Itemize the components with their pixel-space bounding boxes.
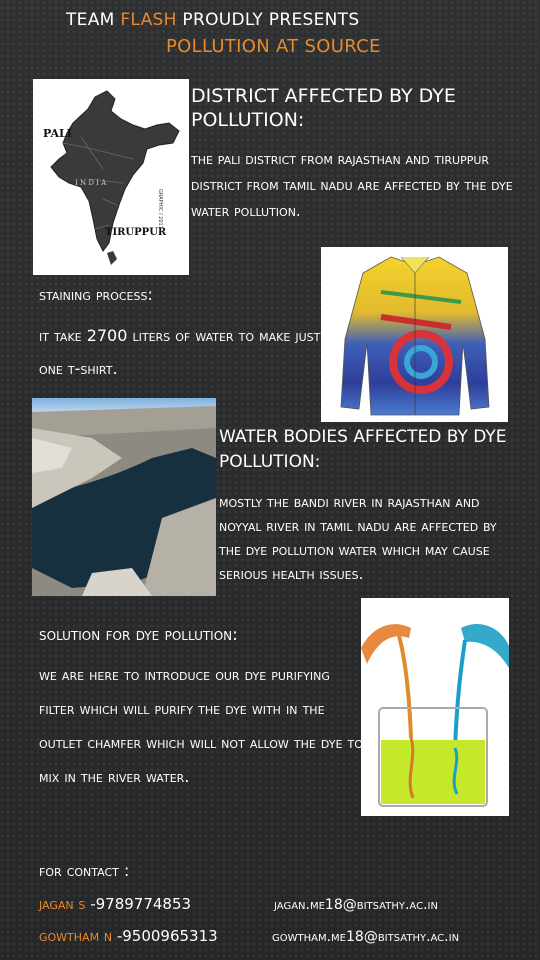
map-label-india: I N D I A — [75, 179, 107, 187]
contact-row — [39, 927, 218, 945]
contact-name: jagan s — [39, 895, 86, 913]
header-presents: PROUDLY PRESENTS — [182, 10, 360, 30]
map-side-note: GRAPHIC / 2017 — [157, 189, 163, 229]
header-team: TEAM — [66, 10, 115, 30]
solution-body: we are here to introduce our dye purifying filter which will purify the dye with in the outlet chamfer which will not allow the dye to mix in the river water. — [39, 665, 363, 786]
water-bodies-heading: WATER BODIES AFFECTED BY DYE POLLUTION: — [219, 427, 507, 472]
contact-email[interactable]: jagan.me18@bitsathy.ac.in — [274, 897, 438, 913]
dye-beaker-image — [361, 598, 509, 816]
polluted-river-image — [32, 398, 216, 596]
contact-email[interactable]: gowtham.me18@bitsathy.ac.in — [272, 929, 460, 945]
solution-heading: solution for dye pollution: — [39, 625, 238, 645]
contact-row — [39, 895, 191, 913]
contact-name: gowtham n — [39, 927, 113, 945]
contact-phone: -9500965313 — [112, 927, 218, 945]
beaker-graphic — [361, 598, 509, 816]
header-line-1 — [66, 10, 359, 30]
water-bodies-body: mostly the bandi river in rajasthan and noyyal river in tamil nadu are affected by the dye pollution water which may cause serious health issues. — [219, 493, 497, 583]
page-title: POLLUTION AT SOURCE — [166, 36, 381, 57]
india-map-image — [33, 79, 189, 275]
shirt-graphic — [321, 247, 508, 422]
district-body: the pali district from rajasthan and tiruppur district from tamil nadu are affected by the dye water pollution. — [191, 150, 513, 220]
staining-body: it take 2700 liters of water to make just one t-shirt. — [39, 326, 321, 378]
district-heading: DISTRICT AFFECTED BY DYE POLLUTION: — [191, 85, 456, 131]
header-team-name: FLASH — [120, 10, 177, 30]
map-label-pali: PALI — [43, 127, 72, 140]
river-graphic — [32, 398, 216, 596]
contact-phone: -9789774853 — [85, 895, 192, 913]
india-map-graphic — [33, 79, 189, 275]
staining-heading: staining process: — [39, 285, 153, 304]
map-label-tiruppur: TIRUPPUR — [105, 227, 167, 238]
dyed-shirt-image — [321, 247, 508, 422]
contact-heading: for contact : — [39, 861, 130, 880]
